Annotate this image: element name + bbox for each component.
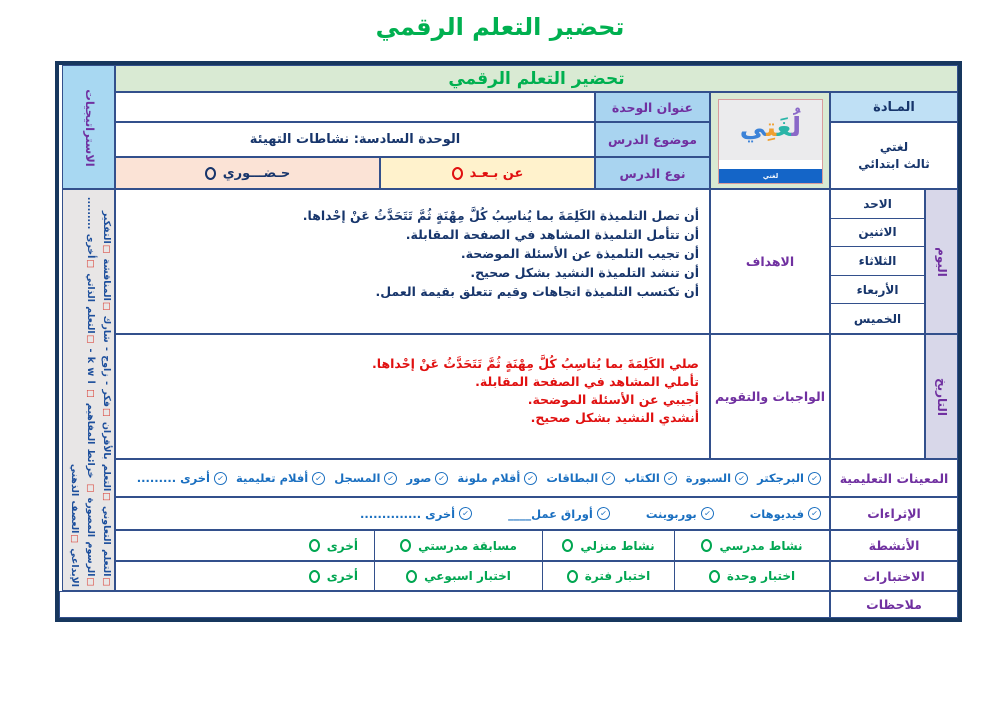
- lesson-prep-table: [55, 61, 962, 622]
- check-circle-icon: ✓: [458, 506, 473, 521]
- homework-content-cell: [115, 334, 710, 459]
- inperson-option-circle-icon: [205, 167, 216, 180]
- check-circle-icon: ✓: [524, 471, 539, 486]
- option-circle-icon: [701, 539, 712, 552]
- text-line: الإبداعي □العصف الذهني: [69, 463, 80, 587]
- subject-value-cell: [830, 122, 958, 189]
- check-item: ✓ أفلام تعليمية: [236, 471, 325, 485]
- checkbox-icon: □: [101, 301, 111, 311]
- check-item: ✓ البرجكتر: [757, 471, 821, 485]
- check-circle-icon: ✓: [663, 471, 678, 486]
- option-circle-icon: [709, 570, 720, 583]
- lesson-type-inperson-option: [115, 157, 380, 189]
- weekday-row: الثلاثاء: [831, 247, 924, 276]
- check-item: ✓ أقلام ملونة: [457, 471, 537, 485]
- checkbox-icon: □: [85, 259, 95, 268]
- tests-content-cell: [115, 561, 830, 591]
- option-cell: اختبار اسبوعي: [374, 562, 542, 590]
- objectives-label: الاهداف: [710, 189, 830, 334]
- lesson-topic-value: الوحدة السادسة: نشاطات التهيئة: [115, 122, 595, 157]
- check-circle-icon: ✓: [213, 471, 228, 486]
- enrichments-content-cell: [115, 497, 830, 530]
- option-circle-icon: [406, 570, 417, 583]
- strategies-list: [64, 195, 114, 587]
- checkbox-icon: □: [101, 577, 111, 586]
- text-line: صلي الكَلِمَةَ بما يُناسِبُ كُلَّ مِهْنَةٍ ثُمَّ تَتَحَدَّثُ عَنْ إحْداها.: [372, 356, 699, 371]
- text-line: أن تجيب التلميذة عن الأسئلة الموضحة.: [460, 246, 699, 261]
- lesson-topic-label: موضوع الدرس: [595, 122, 710, 157]
- logo-letter: لُ: [791, 113, 802, 143]
- remote-option-circle-icon: [452, 167, 463, 180]
- page-title: تحضير التعلم الرقمي: [375, 13, 625, 41]
- unit-title-value-cell: [115, 92, 595, 122]
- check-circle-icon: ✓: [807, 506, 822, 521]
- check-circle-icon: ✓: [601, 471, 616, 486]
- subject-logo-cell: [710, 92, 830, 189]
- weekday-row: الأربعاء: [831, 276, 924, 305]
- text-line: أنشدي النشيد بشكل صحيح.: [530, 410, 699, 425]
- check-circle-icon: ✓: [435, 471, 450, 486]
- tests-label: الاختبارات: [830, 561, 958, 591]
- checkbox-icon: □: [85, 577, 95, 586]
- check-item: ✓ بوربوينت: [646, 507, 714, 521]
- subject-grade: ثالث ابتدائي: [858, 156, 930, 171]
- check-item: ✓ أخرى ..............: [360, 507, 472, 521]
- option-cell: أخرى: [116, 531, 374, 560]
- text-line: أن تصل التلميذة الكَلِمَةَ بما يُناسِبُ كُلَّ مِهْنَةٍ ثُمَّ تَتَحَدَّثُ عَنْ إحْداها.: [302, 208, 699, 223]
- option-circle-icon: [400, 539, 411, 552]
- check-item: ✓ الكتاب: [624, 471, 677, 485]
- check-circle-icon: ✓: [311, 471, 326, 486]
- logo-letter: غَ: [776, 113, 792, 143]
- text-line: أن تنشد التلميذة النشيد بشكل صحيح.: [470, 265, 699, 280]
- check-item: ✓ صور: [406, 471, 448, 485]
- lesson-type-label: نوع الدرس: [595, 157, 710, 189]
- text-line: تأملي المشاهد في الصفحة المقابلة.: [475, 374, 699, 389]
- text-line: أن تتأمل التلميذة المشاهد في الصفحة المقابلة.: [405, 227, 699, 242]
- checkbox-icon: □: [101, 244, 111, 254]
- strategies-list-cell: [62, 189, 115, 591]
- check-item: ✓ المسجل: [334, 471, 397, 485]
- inperson-label: حـضـــوري: [222, 165, 291, 181]
- weekday-row: الاثنين: [831, 219, 924, 248]
- enrichments-label: الإثراءات: [830, 497, 958, 530]
- activities-content-cell: [115, 530, 830, 561]
- option-cell: نشاط منزلي: [542, 531, 674, 560]
- checkbox-icon: □: [85, 483, 95, 493]
- date-vertical-label: التاريخ: [935, 377, 949, 417]
- text-line: أن تكتسب التلميذة اتجاهات وقيم تتعلق بقيمة العمل.: [375, 284, 699, 299]
- checkbox-icon: □: [101, 492, 111, 501]
- notes-label: ملاحظات: [830, 591, 958, 618]
- logo-letter: ي: [739, 113, 767, 143]
- remote-label: عن بـعـد: [469, 165, 524, 181]
- strategies-header-label: الاستراتيجيات: [83, 89, 97, 167]
- check-circle-icon: ✓: [384, 471, 399, 486]
- unit-title-label: عنوان الوحدة: [595, 92, 710, 122]
- homework-label: الواجبات والتقويم: [710, 334, 830, 459]
- logo-banner: لغتي: [719, 169, 822, 183]
- checkbox-icon: □: [85, 334, 95, 344]
- check-item: ✓ أوراق عمل____: [508, 507, 610, 521]
- option-cell: نشاط مدرسي: [674, 531, 829, 560]
- check-item: ✓ السبورة: [686, 471, 748, 485]
- lesson-type-remote-option: [380, 157, 595, 189]
- option-circle-icon: [309, 539, 320, 552]
- notes-content-cell: [59, 591, 830, 618]
- logo-wordmark: [719, 108, 822, 148]
- lughati-logo: [718, 99, 823, 184]
- day-strip-cell: [925, 189, 958, 334]
- option-circle-icon: [562, 539, 573, 552]
- weekday-row: الاحد: [831, 190, 924, 219]
- checkbox-icon: □: [69, 534, 79, 543]
- checkbox-icon: □: [85, 389, 95, 398]
- option-cell: مسابقة مدرستي: [374, 531, 542, 560]
- homework-list: [368, 335, 709, 427]
- text-line: أجيبي عن الأسئلة الموضحة.: [527, 392, 699, 407]
- subject-name: لغتي: [879, 139, 909, 154]
- table-header: تحضير التعلم الرقمي: [115, 65, 958, 92]
- day-vertical-label: اليوم: [935, 247, 949, 277]
- option-cell: اختبار وحدة: [674, 562, 829, 590]
- option-cell: أخرى: [116, 562, 374, 590]
- option-cell: اختبار فترة: [542, 562, 674, 590]
- strategies-header-cell: [62, 65, 115, 189]
- text-line: □الرسوم المصورة □ خرائط المفاهيم □ k w l - □التعلم الذاتي □أخرى .........: [85, 196, 96, 586]
- option-circle-icon: [309, 570, 320, 583]
- checkbox-icon: □: [101, 408, 111, 417]
- date-empty-cell: [830, 334, 925, 459]
- subject-header: المـادة: [830, 92, 958, 122]
- date-strip-cell: [925, 334, 958, 459]
- check-circle-icon: ✓: [700, 506, 715, 521]
- aids-content-cell: [115, 459, 830, 497]
- activities-label: الأنشطة: [830, 530, 958, 561]
- check-item: ✓ فيديوهات: [750, 507, 821, 521]
- option-circle-icon: [567, 570, 578, 583]
- text-line: □التعلم التعاوني □التعلم بالأقران □فكر - زاوج - شارك □المناقشة □التفكير: [101, 210, 112, 586]
- logo-letter: تِ: [766, 113, 777, 143]
- check-circle-icon: ✓: [596, 506, 611, 521]
- aids-label: المعينات التعليمية: [830, 459, 958, 497]
- objectives-list: [299, 190, 709, 301]
- logo-white-strip: [719, 160, 822, 169]
- weekday-column: [830, 189, 925, 334]
- check-circle-icon: ✓: [807, 471, 822, 486]
- check-circle-icon: ✓: [734, 471, 749, 486]
- weekday-row: الخميس: [853, 311, 902, 326]
- objectives-content-cell: [115, 189, 710, 334]
- check-item: ✓ البطاقات: [546, 471, 615, 485]
- check-item: ✓ أخرى .........: [137, 471, 227, 485]
